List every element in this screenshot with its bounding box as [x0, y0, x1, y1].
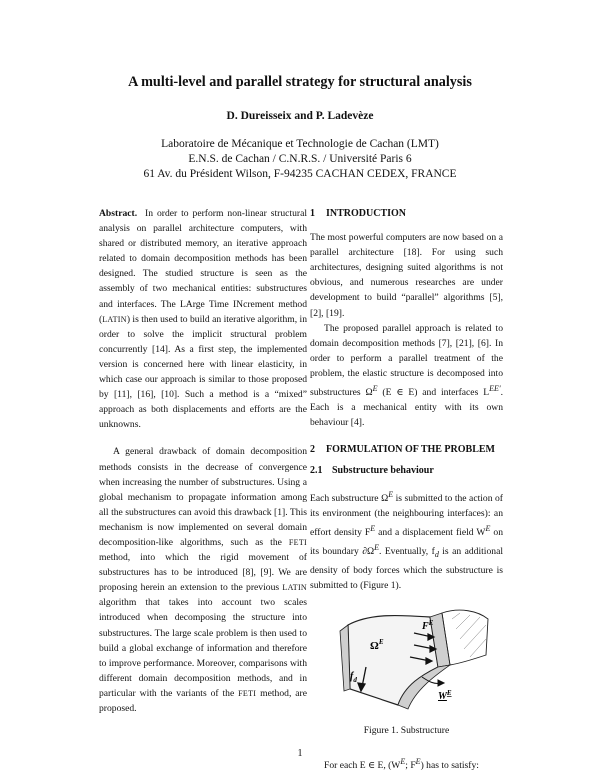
figure-caption: Figure 1. Substructure [363, 724, 450, 736]
paper-title: A multi-level and parallel strategy for structural analysis [128, 74, 472, 90]
section-heading: 1 INTRODUCTION [310, 208, 407, 219]
affiliation-line: E.N.S. de Cachan / C.N.R.S. / Université Paris 6 [188, 153, 412, 165]
subsection-heading: 2.1 Substructure behaviour [310, 464, 434, 476]
substructure-diagram [310, 597, 503, 721]
body-paragraph: The proposed parallel approach is related to domain decomposition methods [7], [21], [6]. In order to perform a parallel treatment of the problem, the elastic structure is decomposed into substructures $\Omega^E$ (E ∈ E) and interfaces $L^{EE'}$. Each is a mechanical entity with its own behaviour [4]. [310, 322, 503, 429]
abstract-heading: Abstract. [99, 208, 138, 219]
omega-label: $\Omega^E$ [370, 637, 384, 652]
affiliation-line: Laboratoire de Mécanique et Technologie de Cachan (LMT) [161, 138, 439, 150]
body-paragraph: For each E ∈ E, ($W^E$; $F^E$) has to satisfy: [324, 756, 479, 771]
neighbour-substructure [442, 610, 488, 665]
affiliation-line: 61 Av. du Président Wilson, F-94235 CACHAN CEDEX, FRANCE [143, 168, 457, 180]
substructure-figure [310, 597, 503, 721]
body-paragraph: Each substructure $\Omega^E$ is submitted to the action of its environment (the neighbouring interfaces): an effort density $F^E$ and a displacement field $W^E$ on its boundary $\partial\Omega^E$. Eventually, $f_d$ is an additional density of body forces which the substructure is submitted to (Figure 1). [310, 489, 503, 591]
interface-strip [340, 625, 350, 691]
abstract-paragraph: Abstract. In order to perform non-linear structural analysis on parallel architecture computers, with shared or distributed memory, an iterative approach related to domain decomposition methods has been designed. The studied structure is seen as the assembly of two mechanical entities: substructures and interfaces. The LArge Time INcrement method (LATIN) is then used to build an iterative algorithm, in order to solve the implicit structural problem concurrently [14]. As a first step, the implemented version is concerned here with linear elasticity, in which case our approach is similar to those proposed by [11], [16], [10]. Such a method is a “mixed” approach as both displacements and efforts are the unknowns. [99, 208, 308, 431]
paper-authors: D. Dureisseix and P. Ladevèze [226, 110, 374, 122]
displacement-label: $W^E$ [438, 688, 452, 702]
effort-label: $F^E$ [422, 618, 434, 632]
abstract-paragraph: A general drawback of domain decomposition methods consists in the decrease of convergence when increasing the number of substructures. Using a global mechanism to propagate information among all the substructures can avoid this drawback [1]. This mechanism is now implemented on several domain decomposition-like algorithms, such as the FETI method, into which the rigid movement of substructures has to be introduced [8], [9]. We are proposing herein an extension to the previous LATIN algorithm that takes into account two scales introduced when decomposing the structure into substructures. The large scale problem is then used to build a global exchange of information and therefore to improve performance. Moreover, comparisons with different domain decomposition methods, and in particular with the variants of the FETI method, are proposed. [99, 446, 307, 714]
page-number: 1 [297, 748, 303, 759]
right-column [310, 206, 503, 773]
body-paragraph: The most powerful computers are now based on a parallel architecture [18]. For using such architectures, designing suited algorithms is not obvious, and numerous researches are under development to build “parallel” algorithms [5], [2], [19]. [310, 232, 503, 319]
left-column [99, 206, 307, 716]
body-force-label: $f_d$ [350, 670, 357, 684]
section-heading: 2 FORMULATION OF THE PROBLEM [310, 443, 495, 455]
affiliation-block [0, 137, 600, 182]
hatching [452, 613, 486, 657]
